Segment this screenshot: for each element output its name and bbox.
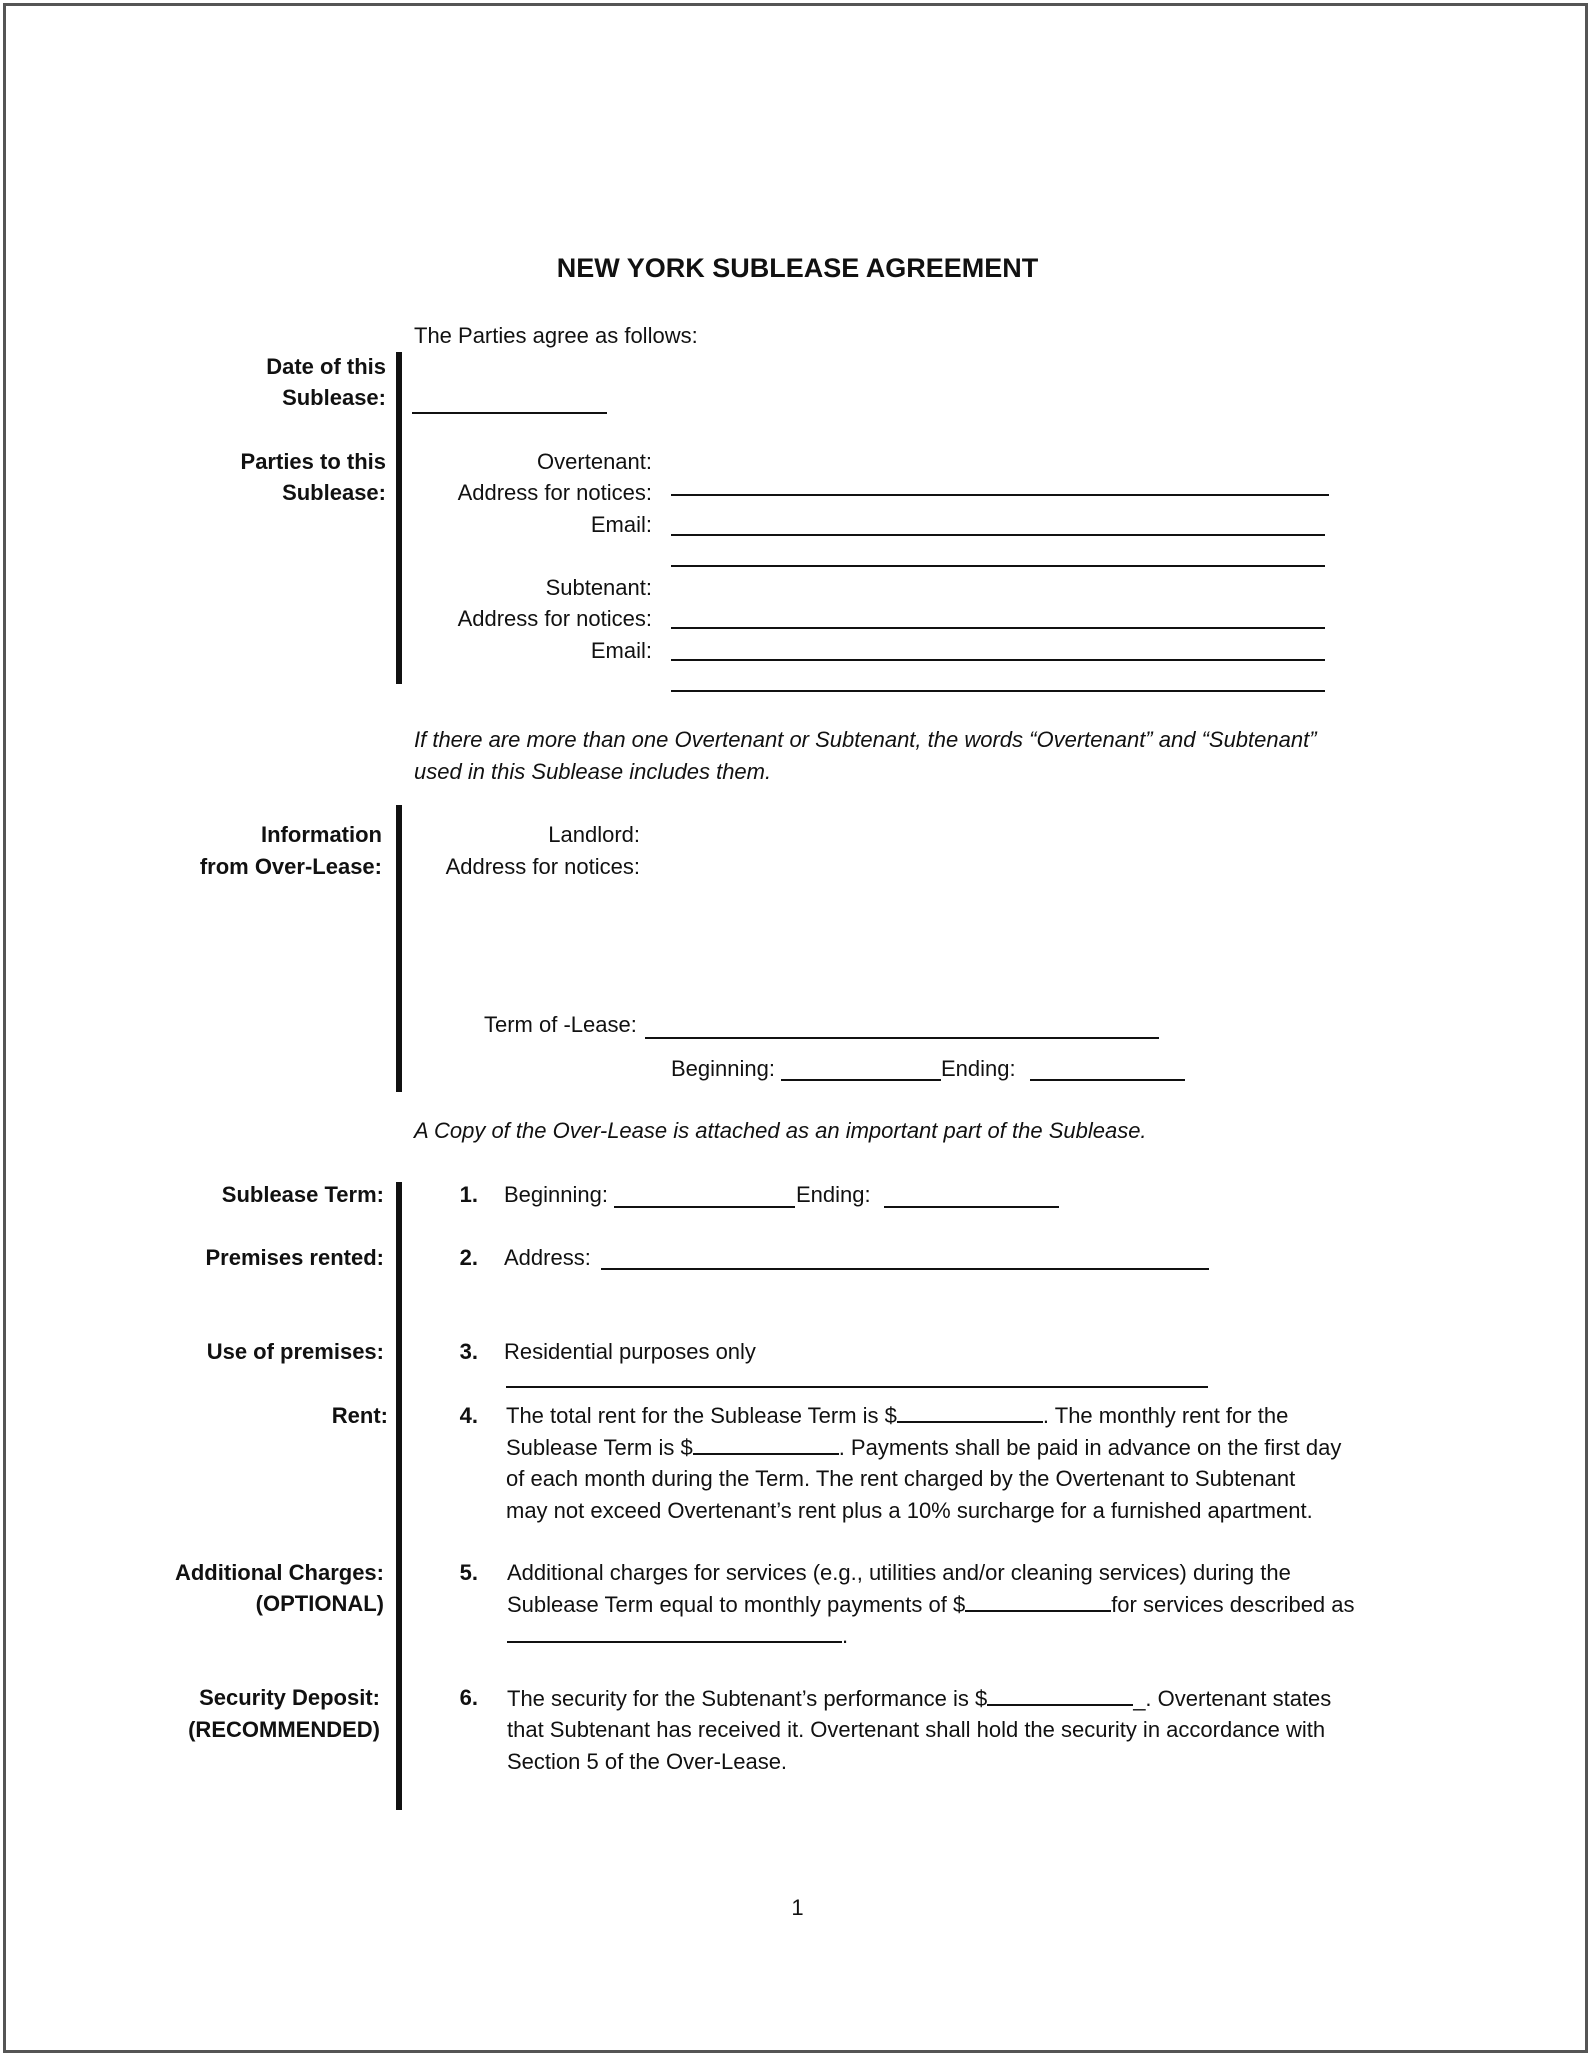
date-blank[interactable] [412,412,607,414]
services-description-blank[interactable] [507,1623,842,1643]
document-title: NEW YORK SUBLEASE AGREEMENT [556,253,1039,283]
clause-number-5: 5. [459,1560,478,1585]
additional-line-2: Sublease Term equal to monthly payments of $ for services described as [507,1592,1355,1617]
security-label-line2: (RECOMMENDED) [188,1717,380,1742]
intro-text: The Parties agree as follows: [414,323,698,348]
sublease-beginning-blank[interactable] [614,1206,795,1208]
additional-label-line1: Additional Charges: [174,1560,384,1585]
section-bar-clauses [396,1182,402,1810]
clause-number-2: 2. [459,1245,478,1270]
subtenant-label: Subtenant: [545,575,652,600]
subtenant-email-blank[interactable] [671,659,1325,661]
premises-address-blank[interactable] [601,1268,1209,1270]
plural-note-line2: used in this Sublease includes them. [414,759,772,784]
additional-amount-blank[interactable] [965,1592,1111,1612]
premises-address-label: Address: [504,1245,591,1270]
subtenant-email-label: Email: [590,638,652,663]
landlord-label: Landlord: [548,822,640,847]
security-line-3: Section 5 of the Over-Lease. [507,1749,788,1774]
premises-label: Premises rented: [205,1245,384,1270]
overlease-beginning-label: Beginning: [671,1056,775,1081]
security-line-2: that Subtenant has received it. Overtenant shall hold the security in accordance with [507,1717,1326,1742]
subtenant-extra-blank[interactable] [671,690,1325,692]
sublease-beginning-label: Beginning: [504,1182,608,1207]
clause-number-1: 1. [459,1182,478,1207]
additional-line-1: Additional charges for services (e.g., utilities and/or cleaning services) during the [507,1560,1291,1585]
rent-line-3: of each month during the Term. The rent charged by the Overtenant to Subtenant [506,1466,1296,1491]
overtenant-label: Overtenant: [537,449,652,474]
rent-line-1: The total rent for the Sublease Term is $ . The monthly rent for the [506,1403,1289,1428]
date-label-line1: Date of this [266,354,386,379]
overlease-ending-blank[interactable] [1030,1079,1185,1081]
subtenant-address-label: Address for notices: [457,606,652,631]
copy-note: A Copy of the Over-Lease is attached as an important part of the Sublease. [414,1118,1147,1143]
overtenant-email-blank[interactable] [671,534,1325,536]
security-line-1: The security for the Subtenant’s performance is $ _. Overtenant states [507,1686,1332,1711]
sublease-ending-blank[interactable] [884,1206,1059,1208]
clause-number-6: 6. [459,1685,478,1710]
sublease-term-label: Sublease Term: [221,1182,384,1207]
additional-label-line2: (OPTIONAL) [255,1591,384,1616]
rent-top-rule [506,1386,1208,1388]
overtenant-address-label: Address for notices: [457,480,652,505]
total-rent-blank[interactable] [897,1403,1043,1423]
subtenant-address-blank[interactable] [671,627,1325,629]
rent-label: Rent: [331,1403,388,1428]
overlease-ending-label: Ending: [941,1056,1016,1081]
overlease-beginning-blank[interactable] [781,1079,941,1081]
overlease-label-line2: from Over-Lease: [199,854,382,879]
overlease-label-line1: Information [261,822,382,847]
overtenant-email-label: Email: [590,512,652,537]
rent-line-4: may not exceed Overtenant’s rent plus a 10% surcharge for a furnished apartment. [506,1498,1313,1523]
landlord-address-label: Address for notices: [445,854,640,879]
overtenant-extra-blank[interactable] [671,565,1325,567]
date-label-line2: Sublease: [282,385,386,410]
term-of-lease-label: Term of -Lease: [484,1012,637,1037]
additional-line-3: . [507,1620,848,1652]
overtenant-address-blank[interactable] [671,494,1329,496]
page-number: 1 [791,1895,804,1920]
security-label-line1: Security Deposit: [199,1685,380,1710]
parties-label-line1: Parties to this [240,449,386,474]
clause-number-3: 3. [459,1339,478,1364]
plural-note-line1: If there are more than one Overtenant or Subtenant, the words “Overtenant” and “Subtenant” [414,727,1317,752]
use-text: Residential purposes only [504,1339,756,1364]
rent-line-2: Sublease Term is $ . Payments shall be paid in advance on the first day [506,1435,1342,1460]
parties-label-line2: Sublease: [282,480,386,505]
security-amount-blank[interactable] [987,1686,1133,1706]
clause-number-4: 4. [459,1403,478,1428]
sublease-ending-label: Ending: [796,1182,871,1207]
use-label: Use of premises: [206,1339,384,1364]
page-frame [3,3,1588,2053]
monthly-rent-blank[interactable] [693,1435,839,1455]
term-of-lease-blank[interactable] [645,1037,1159,1039]
